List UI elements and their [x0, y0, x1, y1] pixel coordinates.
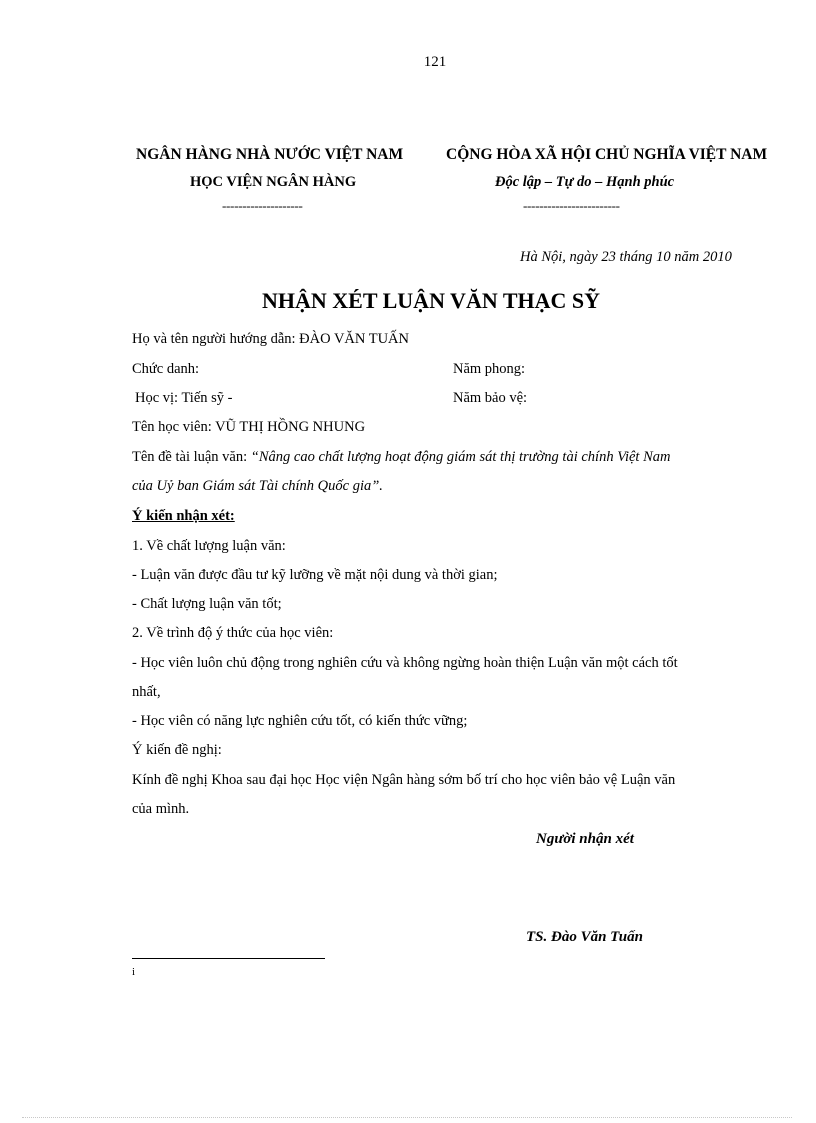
issuer-institution-name: HỌC VIỆN NGÂN HÀNG [190, 174, 357, 190]
thesis-title-line [132, 449, 670, 466]
recommendation-text: Kính đề nghị Khoa sau đại học Học viện Ngân hàng sớm bố trí cho học viên bảo vệ Luận văn [132, 772, 676, 788]
recommendation-text: của mình. [132, 801, 190, 817]
issuer-agency-name: NGÂN HÀNG NHÀ NƯỚC VIỆT NAM [136, 146, 404, 163]
review-line: nhất, [132, 684, 161, 700]
student-line: Tên học viên: VŨ THỊ HỒNG NHUNG [132, 419, 366, 435]
page-bottom-border [22, 1117, 792, 1118]
national-motto: Độc lập – Tự do – Hạnh phúc [495, 174, 675, 190]
right-header-divider: ------------------------ [523, 198, 620, 213]
appointed-year-label: Năm phong: [453, 361, 526, 377]
signature-label: Người nhận xét [536, 831, 634, 847]
recommendation-heading: Ý kiến đề nghị: [132, 742, 222, 758]
national-title: CỘNG HÒA XÃ HỘI CHỦ NGHĨA VIỆT NAM [446, 146, 768, 163]
page-number: 121 [423, 54, 447, 70]
position-label: Chức danh: [132, 361, 200, 377]
defense-year-label: Năm bảo vệ: [453, 390, 528, 406]
signatory-name: TS. Đào Văn Tuấn [526, 929, 643, 945]
document-title: NHẬN XÉT LUẬN VĂN THẠC SỸ [262, 288, 601, 313]
review-line: 1. Về chất lượng luận văn: [132, 538, 286, 554]
place-and-date: Hà Nội, ngày 23 tháng 10 năm 2010 [520, 249, 732, 265]
review-line: 2. Về trình độ ý thức của học viên: [132, 625, 334, 641]
review-line: - Luận văn được đầu tư kỹ lưỡng về mặt nội dung và thời gian; [132, 567, 498, 583]
review-heading: Ý kiến nhận xét: [132, 508, 235, 524]
thesis-title-label: Tên đề tài luận văn: [132, 449, 251, 465]
review-line: - Chất lượng luận văn tốt; [132, 596, 282, 612]
thesis-title-text: “Nâng cao chất lượng hoạt động giám sát thị trường tài chính Việt Nam [250, 449, 671, 465]
degree-line: Học vị: Tiến sỹ - [135, 390, 233, 406]
left-header-divider: -------------------- [222, 198, 303, 213]
thesis-title-continuation: của Uỷ ban Giám sát Tài chính Quốc gia”. [132, 478, 383, 494]
review-line: - Học viên có năng lực nghiên cứu tốt, có kiến thức vững; [132, 713, 468, 729]
review-line: - Học viên luôn chủ động trong nghiên cứu và không ngừng hoàn thiện Luận văn một cách tốt [132, 655, 678, 671]
advisor-line: Họ và tên người hướng dẫn: ĐÀO VĂN TUẤN [132, 331, 409, 347]
footnote-marker: i [132, 966, 136, 978]
footnote-separator [132, 958, 325, 959]
